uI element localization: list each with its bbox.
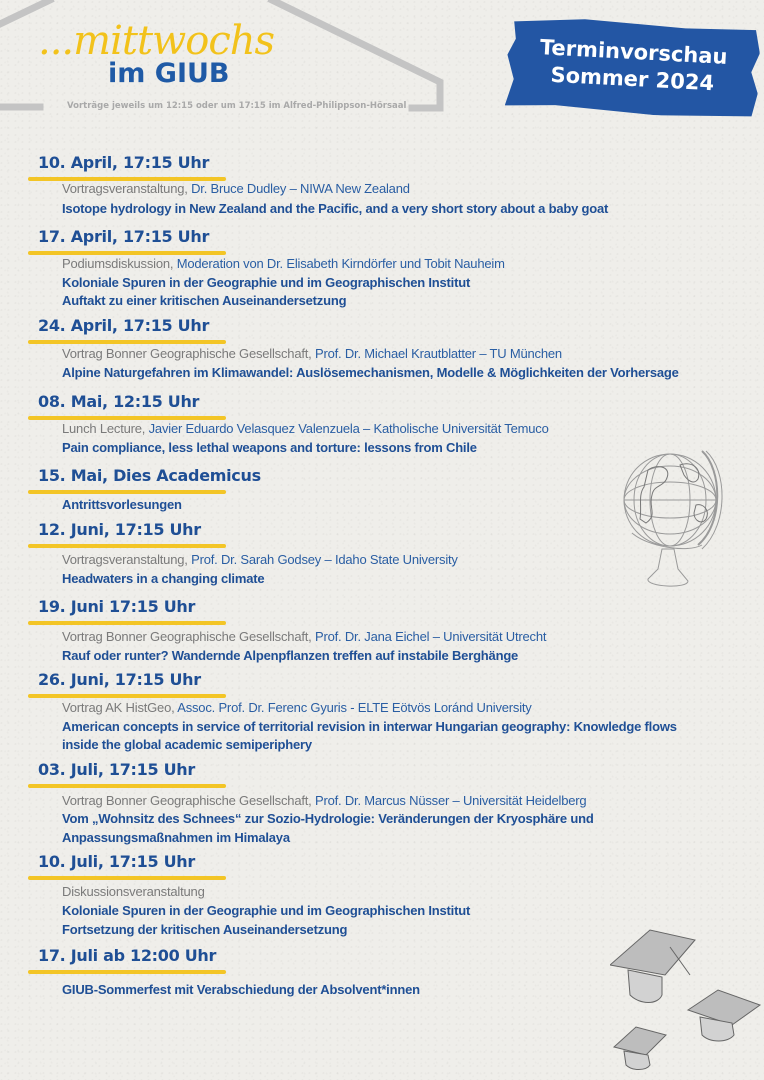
date-underline — [28, 416, 226, 420]
date-underline — [28, 490, 226, 494]
date-underline — [28, 876, 226, 880]
event-title: GIUB-Sommerfest mit Verabschiedung der Absolvent*innen — [62, 982, 420, 997]
logo-script-text: ...mittwochs — [38, 18, 275, 64]
event-type: Vortrag AK HistGeo, — [62, 700, 175, 715]
event-title: Koloniale Spuren in der Geographie und im Geographischen Institut — [62, 903, 471, 918]
event-date: 10. Juli, 17:15 Uhr — [38, 852, 195, 871]
event-title: Alpine Naturgefahren im Klimawandel: Auslösemechanismen, Modelle & Möglichkeiten der Vorhersage — [62, 365, 679, 380]
event-title: Koloniale Spuren in der Geographie und im Geographischen Institut — [62, 275, 471, 290]
date-underline — [28, 340, 226, 344]
event-title: Antrittsvorlesungen — [62, 497, 182, 512]
event-type: Vortrag Bonner Geographische Gesellschaft, — [62, 793, 312, 808]
event-speaker: Prof. Dr. Marcus Nüsser – Universität Heidelberg — [311, 793, 587, 808]
date-underline — [28, 784, 226, 788]
event-speaker: Prof. Dr. Jana Eichel – Universität Utrecht — [311, 629, 547, 644]
graduation-caps-icon — [610, 925, 764, 1075]
event-title: Anpassungsmaßnahmen im Himalaya — [62, 830, 290, 845]
event-date: 24. April, 17:15 Uhr — [38, 316, 210, 335]
event-type: Vortrag Bonner Geographische Gesellschaft, — [62, 629, 312, 644]
globe-icon — [618, 445, 728, 595]
event-title: Fortsetzung der kritischen Auseinandersetzung — [62, 922, 348, 937]
season-banner — [505, 11, 762, 120]
event-date: 17. Juli ab 12:00 Uhr — [38, 946, 217, 965]
banner-title: Terminvorschau — [539, 35, 729, 69]
event-speaker: Dr. Bruce Dudley – NIWA New Zealand — [187, 181, 410, 196]
event-date: 17. April, 17:15 Uhr — [38, 227, 210, 246]
event-type: Vortrag Bonner Geographische Gesellschaft, — [62, 346, 312, 361]
event-title: Pain compliance, less lethal weapons and torture: lessons from Chile — [62, 440, 477, 455]
banner-season: Sommer 2024 — [549, 62, 715, 96]
event-title: Isotope hydrology in New Zealand and the Pacific, and a very short story about a baby goat — [62, 201, 609, 216]
event-date: 10. April, 17:15 Uhr — [38, 153, 210, 172]
event-speaker: Moderation von Dr. Elisabeth Kirndörfer und Tobit Nauheim — [173, 256, 505, 271]
event-date: 26. Juni, 17:15 Uhr — [38, 670, 201, 689]
event-title: Vom „Wohnsitz des Schnees“ zur Sozio-Hydrologie: Veränderungen der Kryosphäre und — [62, 811, 594, 826]
event-date: 19. Juni 17:15 Uhr — [38, 597, 196, 616]
event-type: Diskussionsveranstaltung — [62, 884, 205, 899]
date-underline — [28, 251, 226, 255]
event-date: 08. Mai, 12:15 Uhr — [38, 392, 200, 411]
event-type: Podiumsdiskussion, — [62, 256, 174, 271]
event-title: American concepts in service of territorial revision in interwar Hungarian geography: Knowledge flows — [62, 719, 677, 734]
event-date: 03. Juli, 17:15 Uhr — [38, 760, 195, 779]
date-underline — [28, 544, 226, 548]
event-speaker: Prof. Dr. Michael Krautblatter – TU München — [311, 346, 562, 361]
event-speaker: Prof. Dr. Sarah Godsey – Idaho State University — [187, 552, 458, 567]
logo-main-text: im GIUB — [108, 58, 230, 89]
event-title: Rauf oder runter? Wandernde Alpenpflanzen treffen auf instabile Berghänge — [62, 648, 519, 663]
date-underline — [28, 621, 226, 625]
event-speaker: Assoc. Prof. Dr. Ferenc Gyuris - ELTE Eötvös Loránd University — [174, 700, 532, 715]
event-title: inside the global academic semiperiphery — [62, 737, 312, 752]
event-type: Vortragsveranstaltung, — [62, 552, 188, 567]
venue-subtitle: Vorträge jeweils um 12:15 oder um 17:15 im Alfred-Philippson-Hörsaal — [67, 101, 407, 111]
date-underline — [28, 694, 226, 698]
event-title: Headwaters in a changing climate — [62, 571, 265, 586]
event-type: Lunch Lecture, — [62, 421, 146, 436]
event-speaker: Javier Eduardo Velasquez Valenzuela – Katholische Universität Temuco — [145, 421, 549, 436]
event-title: Auftakt zu einer kritischen Auseinandersetzung — [62, 293, 347, 308]
date-underline — [28, 970, 226, 974]
event-type: Vortragsveranstaltung, — [62, 181, 188, 196]
event-date: 12. Juni, 17:15 Uhr — [38, 520, 201, 539]
event-date: 15. Mai, Dies Academicus — [38, 466, 261, 485]
